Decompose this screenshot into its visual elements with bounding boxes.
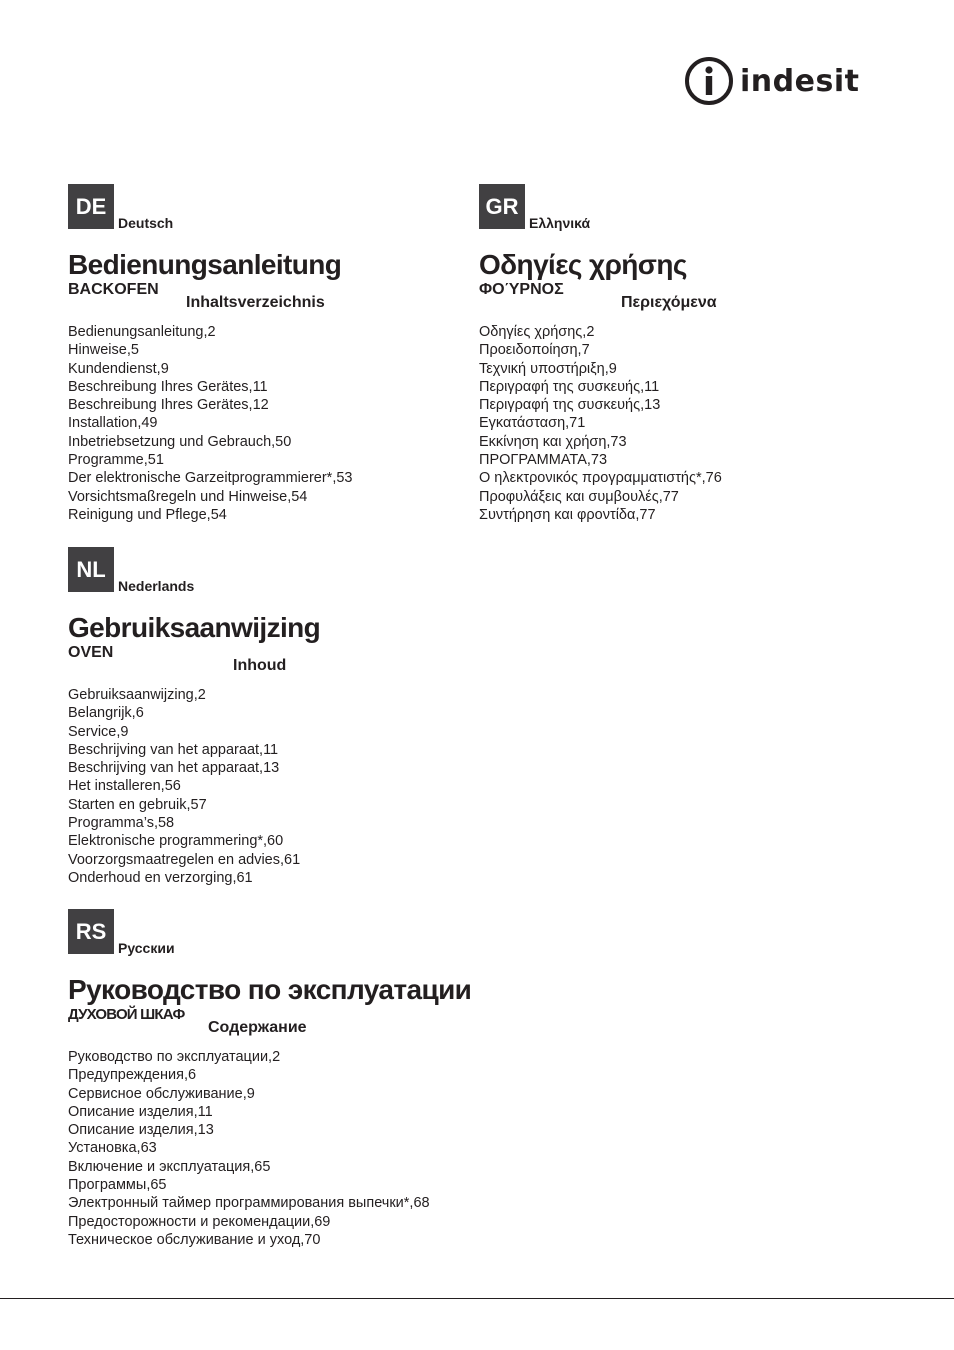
- bottom-divider: [0, 1298, 954, 1299]
- manual-title: Руководство по эксплуатации: [68, 974, 472, 1005]
- table-of-contents: [479, 323, 722, 524]
- toc-item: Installation,49: [68, 415, 158, 432]
- toc-item: Onderhoud en verzorging,61: [68, 869, 253, 886]
- contents-heading: Περιεχόμενα: [621, 294, 717, 311]
- toc-item: Προειδοποίηση,7: [479, 342, 590, 359]
- toc-item: Het installeren,56: [68, 778, 181, 795]
- section-de: [68, 184, 508, 523]
- product-name: ДУХОВОЙ ШКАФ: [68, 1006, 185, 1023]
- indesit-logo-mark-icon: [684, 56, 734, 106]
- indesit-logo: [684, 56, 859, 106]
- toc-item: Οδηγίες χρήσης,2: [479, 324, 595, 340]
- toc-item: Vorsichtsmaßregeln und Hinweise,54: [68, 488, 308, 505]
- section-rs: [68, 909, 508, 1248]
- language-code-badge: GR: [479, 184, 525, 229]
- section-nl: [68, 547, 508, 886]
- manual-title: Οδηγίες χρήσης: [479, 249, 687, 280]
- toc-item: Предупреждения,6: [68, 1067, 197, 1084]
- toc-item: Περιγραφή της συσκευής,13: [479, 397, 661, 414]
- toc-item: Service,9: [68, 723, 129, 740]
- language-code-badge: NL: [68, 547, 114, 592]
- indesit-logo-text: indesit: [740, 63, 860, 99]
- table-of-contents: [68, 686, 300, 887]
- toc-item: Kundendienst,9: [68, 360, 169, 377]
- toc-item: Руководство по эксплуатации,2: [68, 1049, 281, 1065]
- toc-item: Сервисное обслуживание,9: [68, 1085, 255, 1102]
- toc-item: Programma’s,58: [68, 815, 175, 832]
- language-code-badge: RS: [68, 909, 114, 954]
- toc-item: Предосторожности и рекомендации,69: [68, 1213, 331, 1230]
- toc-item: Voorzorgsmaatregelen en advies,61: [68, 851, 301, 868]
- product-name: OVEN: [68, 644, 114, 661]
- toc-item: Προφυλάξεις και συμβουλές,77: [479, 488, 679, 505]
- toc-item: Hinweise,5: [68, 342, 139, 359]
- toc-item: Εγκατάσταση,71: [479, 415, 586, 432]
- toc-item: Elektronische programmering*,60: [68, 833, 284, 850]
- toc-item: Описание изделия,11: [68, 1103, 213, 1120]
- toc-item: Reinigung und Pflege,54: [68, 506, 227, 523]
- toc-item: ΠΡΟΓΡΑΜΜΑΤΑ,73: [479, 452, 608, 469]
- toc-item: Programme,51: [68, 452, 164, 469]
- language-name: Русскии: [118, 940, 175, 956]
- toc-item: Установка,63: [68, 1140, 157, 1157]
- contents-heading: Inhaltsverzeichnis: [186, 294, 325, 311]
- toc-item: Περιγραφή της συσκευής,11: [479, 378, 660, 395]
- table-of-contents: [68, 323, 352, 524]
- language-name: Deutsch: [118, 215, 174, 231]
- toc-item: Beschreibung Ihres Gerätes,11: [68, 378, 268, 395]
- toc-item: Starten en gebruik,57: [68, 796, 207, 813]
- section-gr: [479, 184, 919, 523]
- language-name: Nederlands: [118, 578, 195, 594]
- toc-item: Belangrijk,6: [68, 705, 144, 722]
- language-name: Ελληνικά: [529, 215, 591, 231]
- product-name: ΦΟΎΡΝΟΣ: [479, 281, 564, 298]
- toc-item: Der elektronische Garzeitprogrammierer*,53: [68, 470, 353, 487]
- contents-heading: Содержание: [208, 1019, 307, 1036]
- toc-item: Gebruiksaanwijzing,2: [68, 687, 206, 703]
- toc-item: Beschrijving van het apparaat,11: [68, 741, 279, 758]
- toc-item: Inbetriebsetzung und Gebrauch,50: [68, 433, 292, 450]
- manual-title: Bedienungsanleitung: [68, 249, 342, 280]
- product-name: BACKOFEN: [68, 281, 159, 298]
- manual-title: Gebruiksaanwijzing: [68, 612, 321, 643]
- toc-item: Программы,65: [68, 1177, 167, 1194]
- toc-item: Электронный таймер программирования выпечки*,68: [68, 1195, 430, 1212]
- toc-item: Техническое обслуживание и уход,70: [68, 1231, 321, 1248]
- toc-item: Beschrijving van het apparaat,13: [68, 760, 280, 777]
- toc-item: Ο ηλεκτρονικός προγραμματιστής*,76: [479, 470, 722, 487]
- table-of-contents: [68, 1048, 430, 1249]
- contents-heading: Inhoud: [233, 657, 287, 674]
- toc-item: Συντήρηση και φροντίδα,77: [479, 506, 656, 523]
- toc-item: Включение и эксплуатация,65: [68, 1158, 271, 1175]
- toc-item: Beschreibung Ihres Gerätes,12: [68, 397, 269, 414]
- toc-item: Описание изделия,13: [68, 1122, 214, 1139]
- toc-item: Τεχνική υποστήριξη,9: [479, 360, 617, 377]
- toc-item: Εκκίνηση και χρήση,73: [479, 433, 627, 450]
- toc-item: Bedienungsanleitung,2: [68, 324, 216, 340]
- language-code-badge: DE: [68, 184, 114, 229]
